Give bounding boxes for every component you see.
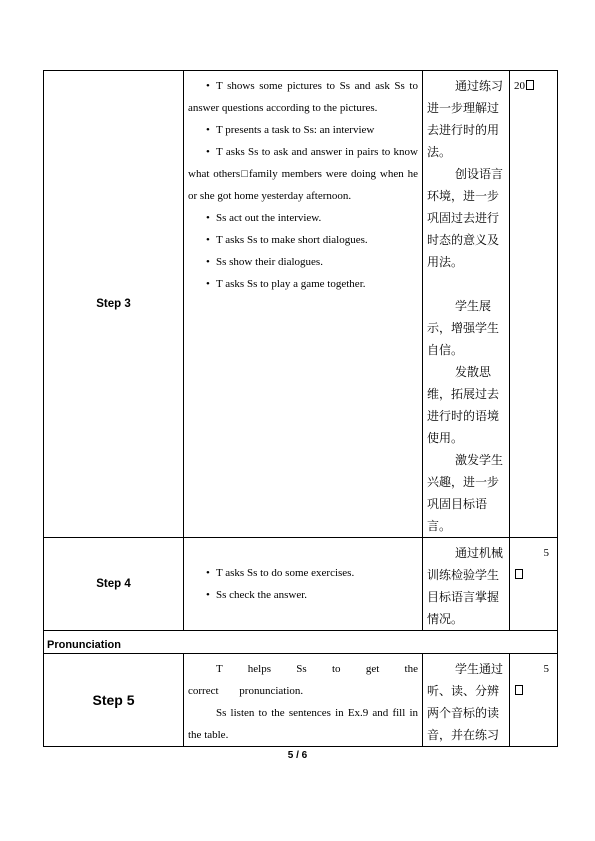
table-row-step5 (44, 654, 558, 747)
step-label: Step 5 (92, 692, 135, 708)
step-label: Step 3 (96, 298, 131, 310)
purpose-text: 通过机械训练检验学生目标语言掌握情况。 (427, 546, 504, 626)
table-row-step3 (44, 71, 558, 538)
purpose-text: 学生展示，增强学生自信。 (427, 299, 500, 357)
activity-item: • T shows some pictures to Ss and ask Ss to answer questions according to the pictures. (188, 75, 418, 119)
activity-item: T helps Ss to get the correct pronunciation. (188, 663, 418, 697)
time-value: 20 (514, 80, 525, 92)
time-value: 5 (543, 547, 549, 559)
time-value: 5 (543, 663, 549, 675)
missing-glyph-box (526, 80, 534, 90)
purpose-cell (423, 538, 510, 631)
activity-item: • T asks Ss to do some exercises. (188, 562, 418, 584)
activities-cell (184, 654, 423, 747)
purpose-text: 学生通过听、读、分辨两个音标的读音，并在练习 (427, 662, 504, 742)
purpose-text: 通过练习进一步理解过去进行时的用法。 (427, 79, 504, 159)
page-number: 5 / 6 (287, 750, 308, 761)
activity-item: • T presents a task to Ss: an interview (188, 119, 418, 141)
activity-item: • Ss show their dialogues. (188, 251, 418, 273)
lesson-plan-table (43, 70, 558, 747)
purpose-cell (423, 654, 510, 747)
activity-item: • T asks Ss to ask and answer in pairs to know what others□family members were doing when he or she got home yesterday afternoon. (188, 141, 418, 207)
purpose-text: 发散思维，拓展过去进行时的语境使用。 (427, 365, 500, 445)
section-cell (44, 631, 558, 654)
purpose-text: 创设语言环境，进一步巩固过去进行时态的意义及用法。 (427, 167, 504, 269)
activity-item: • T asks Ss to make short dialogues. (188, 229, 418, 251)
activity-item: • Ss act out the interview. (188, 207, 418, 229)
activity-item: • T asks Ss to play a game together. (188, 273, 418, 295)
missing-glyph-box (515, 569, 523, 579)
time-cell (510, 654, 558, 747)
table-row-step4 (44, 538, 558, 631)
table-row-section (44, 631, 558, 654)
activity-item: Ss listen to the sentences in Ex.9 and fill in the table. (188, 707, 418, 741)
time-cell (510, 538, 558, 631)
step-cell (44, 538, 184, 631)
activities-cell (184, 71, 423, 538)
step-label: Step 4 (96, 578, 131, 590)
missing-glyph-box (515, 685, 523, 695)
activities-cell (184, 538, 423, 631)
step-cell (44, 71, 184, 538)
activity-item: • Ss check the answer. (188, 584, 418, 606)
purpose-cell (423, 71, 510, 538)
section-title: Pronunciation (47, 639, 121, 651)
purpose-text: 激发学生兴趣，进一步巩固目标语言。 (427, 453, 504, 533)
time-cell (510, 71, 558, 538)
step-cell (44, 654, 184, 747)
